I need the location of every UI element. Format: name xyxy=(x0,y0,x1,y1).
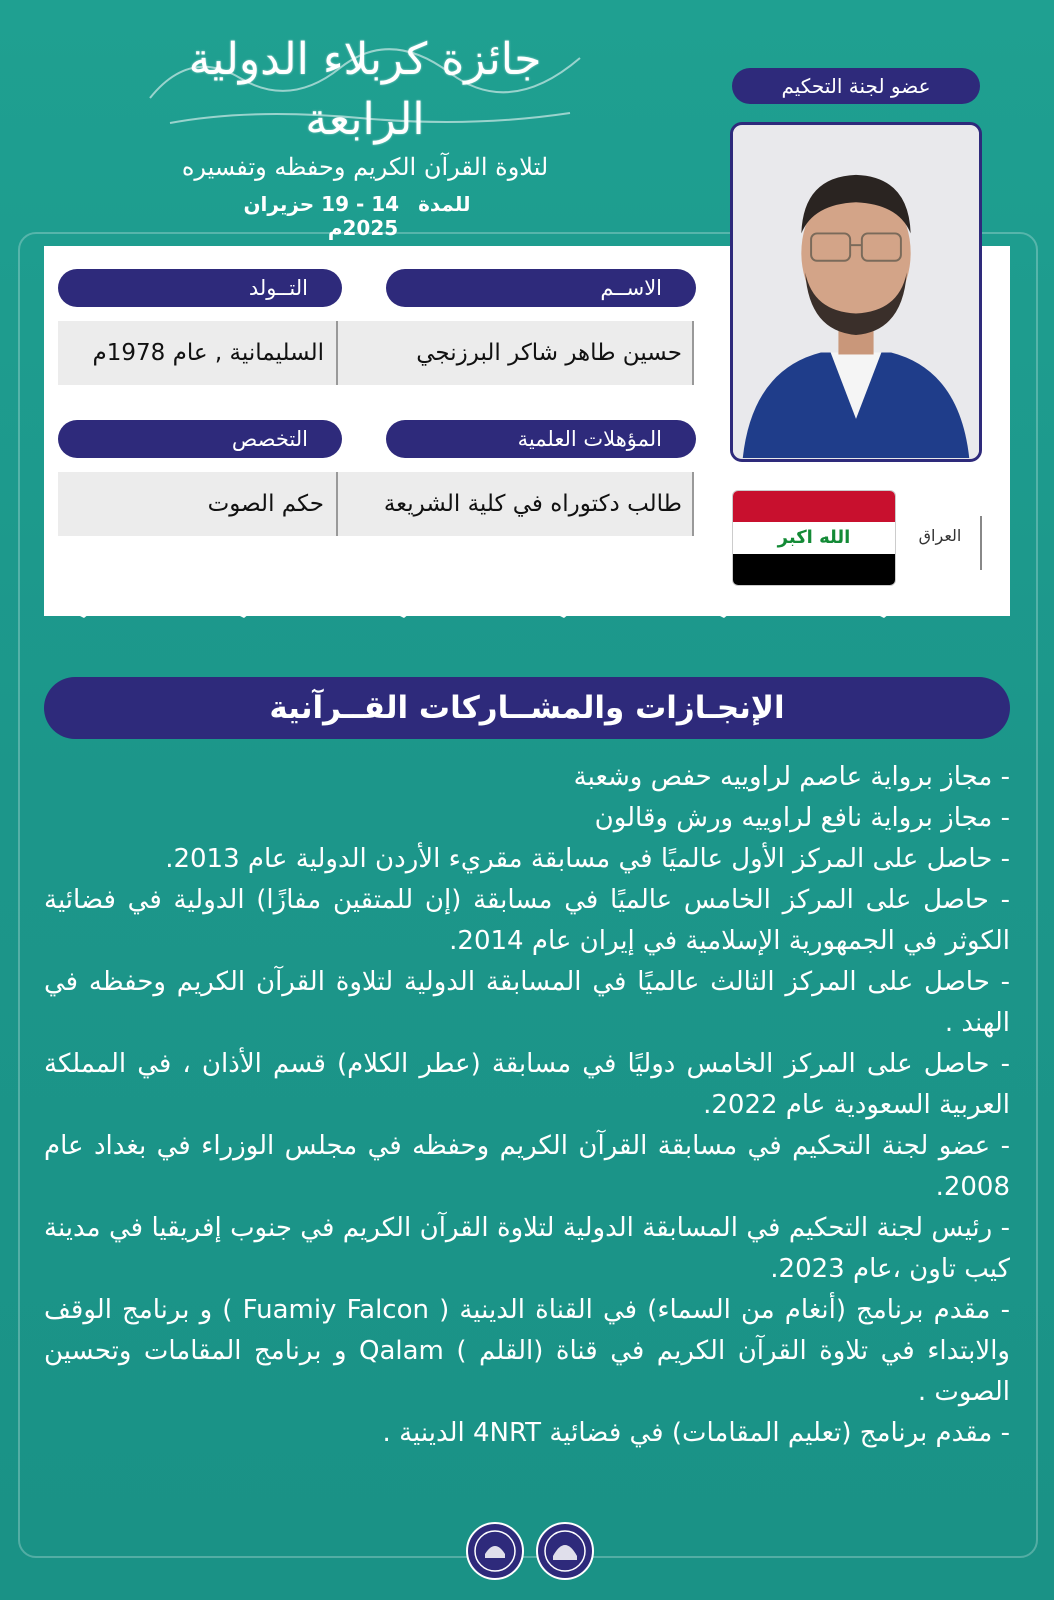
country-name: العراق xyxy=(918,526,962,545)
shrine-logo-left xyxy=(466,1522,524,1580)
qualification-value: طالب دكتوراه في كلية الشريعة xyxy=(383,491,682,517)
list-item: - عضو لجنة التحكيم في مسابقة القرآن الكريم وحفظه في مجلس الوزراء في بغداد عام 2008. xyxy=(44,1131,1010,1202)
name-cell xyxy=(338,321,694,385)
birth-cell xyxy=(58,321,336,385)
period xyxy=(210,192,510,240)
qualification-label: المؤهلات العلمية xyxy=(517,427,662,451)
period-dates: 14 - 19 حزيران 2025م xyxy=(243,192,400,240)
role-label: عضو لجنة التحكيم xyxy=(781,74,931,98)
list-item: - حاصل على المركز الثالث عالميًا في المسابقة الدولية لتلاوة القرآن الكريم وحفظه في الهند . xyxy=(44,967,1010,1038)
name-value: حسين طاهر شاكر البرزنجي xyxy=(416,340,682,366)
achievements-title: الإنجـازات والمشــاركات القــرآنية xyxy=(269,690,785,726)
cell-divider xyxy=(336,321,338,385)
role-badge xyxy=(732,68,980,104)
member-photo xyxy=(730,122,982,462)
list-item: - مقدم برنامج (أنغام من السماء) في القناة الدينية ( Fuamiy Falcon ) و برنامج الوقف والابتداء في تلاوة القرآن الكريم في قناة (القلم ) Qalam و برنامج المقامات وتحسين الصوت . xyxy=(44,1295,1010,1407)
cell-divider xyxy=(692,472,694,536)
specialty-cell xyxy=(58,472,336,536)
list-item: - حاصل على المركز الخامس عالميًا في مسابقة (إن للمتقين مفازًا) الدولية في فضائية الكوثر في الجمهورية الإسلامية في إيران عام 2014. xyxy=(44,885,1010,956)
specialty-label: التخصص xyxy=(231,427,308,451)
flag-text: الله اكبر xyxy=(777,527,851,549)
shrine-logo-right xyxy=(536,1522,594,1580)
iraq-flag xyxy=(732,490,896,586)
award-title-block xyxy=(130,30,600,181)
list-item: - رئيس لجنة التحكيم في المسابقة الدولية لتلاوة القرآن الكريم في جنوب إفريقيا في مدينة كيب تاون ،عام 2023. xyxy=(44,1213,1010,1284)
qualification-label-pill xyxy=(386,420,696,458)
birth-value: السليمانية , عام 1978م xyxy=(92,340,324,366)
flag-black-band xyxy=(733,554,895,585)
country-label xyxy=(900,516,982,570)
birth-label: التــولد xyxy=(248,276,308,300)
name-label: الاســم xyxy=(600,276,662,300)
flag-red-band xyxy=(733,491,895,522)
achievements-heading xyxy=(44,677,1010,739)
list-item: - مقدم برنامج (تعليم المقامات) في فضائية 4NRT الدينية . xyxy=(382,1418,1010,1448)
specialty-label-pill xyxy=(58,420,342,458)
dome-icon xyxy=(538,1524,592,1578)
portrait-illustration xyxy=(733,125,979,459)
award-subtitle: لتلاوة القرآن الكريم وحفظه وتفسيره xyxy=(181,153,549,181)
list-item: - مجاز برواية عاصم لراوييه حفص وشعبة xyxy=(573,762,1010,792)
specialty-value: حكم الصوت xyxy=(207,491,324,517)
list-item: - حاصل على المركز الخامس دوليًا في مسابقة (عطر الكلام) قسم الأذان ، في المملكة العربية السعودية عام 2022. xyxy=(44,1049,1010,1120)
torn-paper-edge xyxy=(44,590,1010,650)
flag-white-band xyxy=(733,522,895,553)
birth-label-pill xyxy=(58,269,342,307)
cell-divider xyxy=(336,472,338,536)
award-title: جائزة كربلاء الدولية الرابعة xyxy=(188,34,542,145)
name-label-pill xyxy=(386,269,696,307)
emblem-icon xyxy=(468,1524,522,1578)
qualification-cell xyxy=(338,472,694,536)
list-item: - مجاز برواية نافع لراوييه ورش وقالون xyxy=(594,803,1010,833)
cell-divider xyxy=(692,321,694,385)
list-item: - حاصل على المركز الأول عالميًا في مسابقة مقريء الأردن الدولية عام 2013. xyxy=(165,844,1010,874)
period-label: للمدة xyxy=(418,192,471,216)
achievements-list xyxy=(44,757,1010,1454)
